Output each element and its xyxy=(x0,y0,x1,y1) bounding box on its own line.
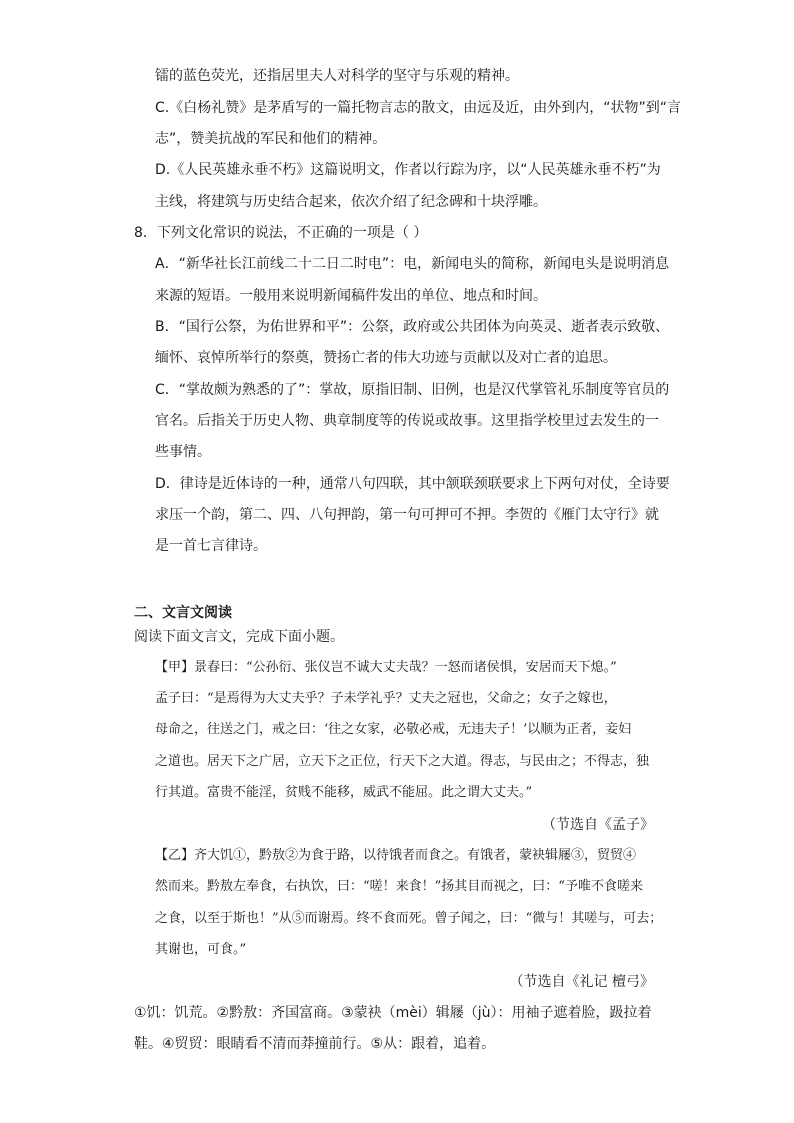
section-instruction: 阅读下面文言文，完成下面小题。 xyxy=(134,629,344,645)
q8-stem: 8．下列文化常识的说法，不正确的一项是（ ） xyxy=(134,225,428,241)
passage-yi-line1: 【乙】齐大饥①，黔敖②为食于路，以待饿者而食之。有饿者，蒙袂辑屦③，贸贸④ xyxy=(155,848,637,863)
notes-line2: 鞋。④贸贸：眼睛看不清而莽撞前行。⑤从：跟着，追着。 xyxy=(134,1036,496,1052)
q8-option-d-line3: 是一首七言律诗。 xyxy=(155,538,267,554)
passage-yi-source: （节选自《礼记 檀弓》 xyxy=(509,974,654,990)
passage-yi-line4: 其谢也，可食。” xyxy=(155,942,247,957)
q8-option-c-line1: C．“掌故颇为熟悉的了”：掌故，原指旧制、旧例，也是汉代掌管礼乐制度等官员的 xyxy=(155,382,670,398)
passage-jia-source: （节选自《孟子》 xyxy=(542,817,654,833)
q8-option-c-line3: 些事情。 xyxy=(155,444,211,460)
notes-line1: ①饥：饥荒。②黔敖：齐国富商。③蒙袂（mèi）辑屦（jù）：用袖子遮着脸，趿拉着 xyxy=(134,1005,652,1021)
q7-option-d-line2: 主线，将建筑与历史结合起来，依次介绍了纪念碑和十块浮雕。 xyxy=(155,194,547,210)
q7-option-b-line2: 镭的蓝色荧光，还指居里夫人对科学的坚守与乐观的精神。 xyxy=(155,68,519,84)
passage-yi-line2: 然而来。黔敖左奉食，右执饮，曰：“嗟！来食！”扬其目而视之，曰：“予唯不食嗟来 xyxy=(155,879,643,894)
q8-option-d-line2: 求压一个韵，第二、四、八句押韵，第一句可押可不押。李贺的《雁门太守行》就 xyxy=(155,507,659,523)
q8-option-b-line2: 缅怀、哀悼所举行的祭奠，赞扬亡者的伟大功迹与贡献以及对亡者的追思。 xyxy=(155,350,617,366)
passage-jia-line4: 之道也。居天下之广居，立天下之正位，行天下之大道。得志，与民由之；不得志，独 xyxy=(155,754,650,769)
q8-option-a-line1: A．“新华社长江前线二十二日二时电”：电，新闻电头的简称，新闻电头是说明消息 xyxy=(155,256,670,272)
q7-option-c-line1: C.《白杨礼赞》是茅盾写的一篇托物言志的散文，由远及近，由外到内，“状物”到“言 xyxy=(155,100,681,116)
section-heading: 二、文言文阅读 xyxy=(134,605,232,621)
q8-option-d-line1: D．律诗是近体诗的一种，通常八句四联，其中颔联颈联要求上下两句对仗，全诗要 xyxy=(155,476,670,492)
passage-jia-line5: 行其道。富贵不能淫，贫贱不能移，威武不能屈。此之谓大丈夫。” xyxy=(155,785,533,800)
passage-jia-line2: 孟子曰：“是焉得为大丈夫乎？子未学礼乎？丈夫之冠也，父命之；女子之嫁也， xyxy=(155,691,617,706)
q7-option-c-line2: 志”，赞美抗战的军民和他们的精神。 xyxy=(155,131,387,147)
passage-yi-line3: 之食，以至于斯也！”从⑤而谢焉。终不食而死。曾子闻之，曰：“微与！其嗟与，可去； xyxy=(155,911,663,926)
q8-option-c-line2: 官名。后指关于历史人物、典章制度等的传说或故事。这里指学校里过去发生的一 xyxy=(155,413,659,429)
passage-jia-line1: 【甲】景春曰：“公孙衍、张仪岂不诚大丈夫哉？一怒而诸侯惧，安居而天下熄。” xyxy=(155,660,617,675)
passage-jia-line3: 母命之，往送之门，戒之曰：‘往之女家，必敬必戒，无违夫子！’以顺为正者，妾妇 xyxy=(155,722,632,737)
q8-option-b-line1: B．“国行公祭，为佑世界和平”：公祭，政府或公共团体为向英灵、逝者表示致敬、 xyxy=(155,319,670,335)
q7-option-d-line1: D.《人民英雄永垂不朽》这篇说明文，作者以行踪为序，以“人民英雄永垂不朽”为 xyxy=(155,162,661,178)
q8-option-a-line2: 来源的短语。一般用来说明新闻稿件发出的单位、地点和时间。 xyxy=(155,288,547,304)
